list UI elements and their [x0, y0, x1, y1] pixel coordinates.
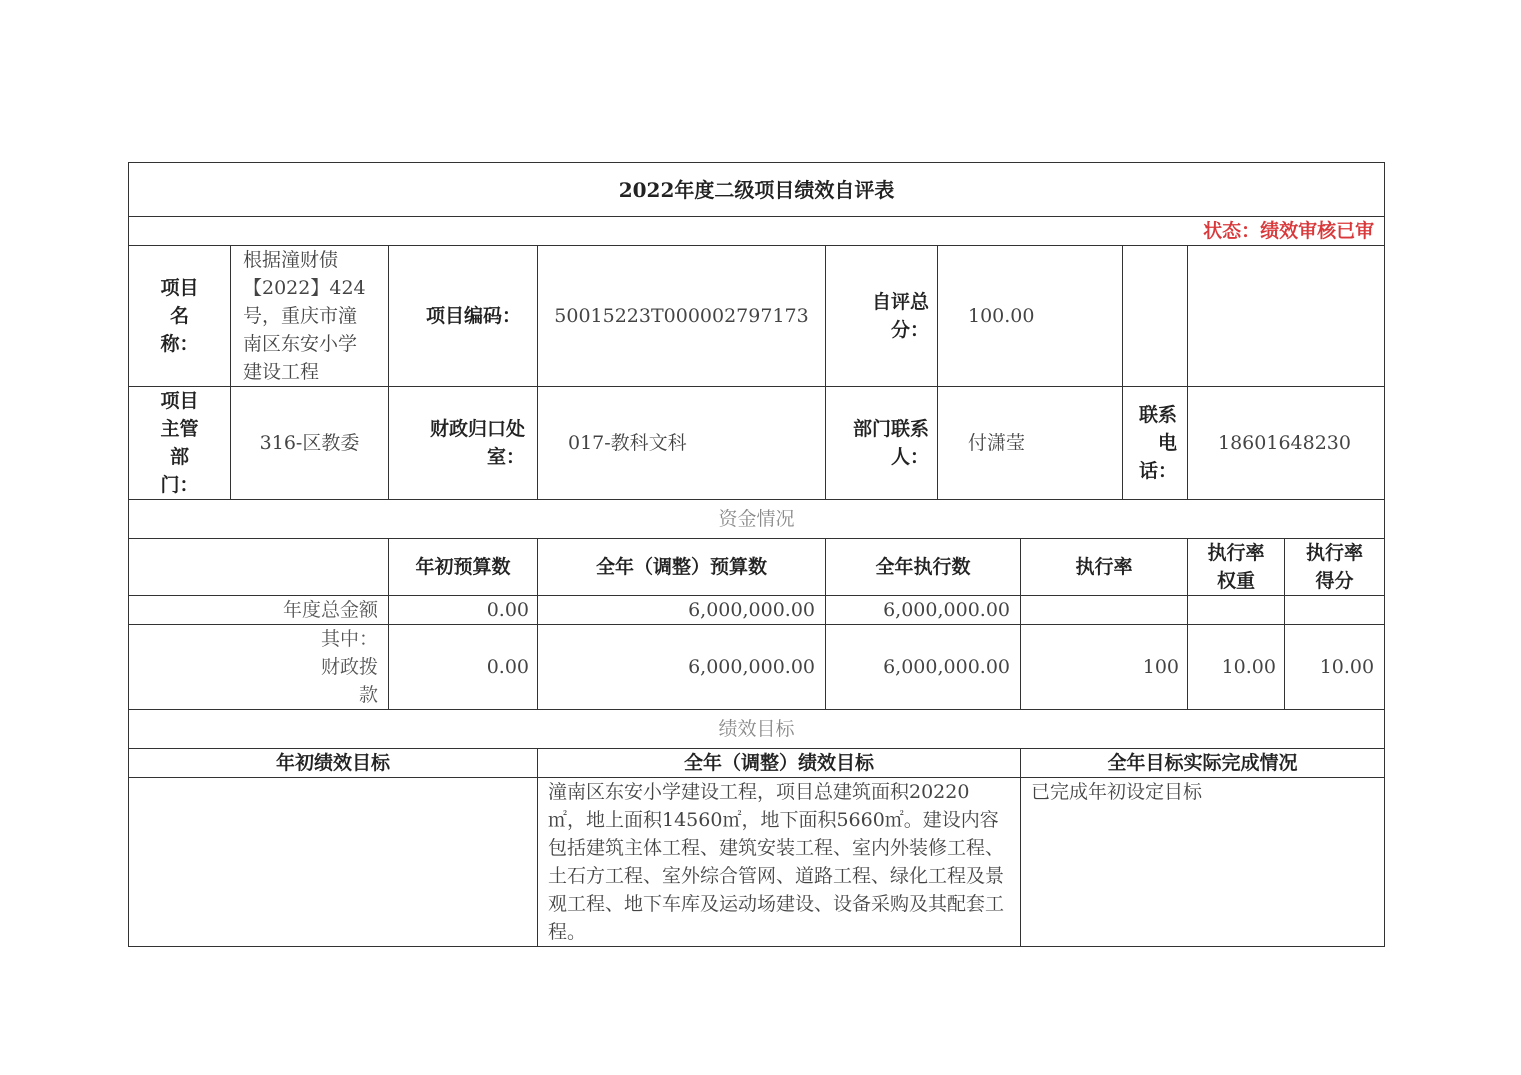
- project-name-label: 项目名称：: [129, 246, 231, 387]
- funds-section-title: 资金情况: [129, 500, 1385, 539]
- score-value: 100.00: [938, 246, 1123, 387]
- dept-value: 316-区教委: [231, 387, 389, 500]
- table-row: [129, 625, 1385, 710]
- project-name-value: 根据潼财债【2022】424号，重庆市潼南区东安小学建设工程: [231, 246, 389, 387]
- row-label: 其中：财政拨款: [129, 625, 389, 710]
- weight-cell: [1188, 596, 1285, 625]
- initial-budget-cell: 0.00: [389, 625, 538, 710]
- adjusted-budget-cell: 6,000,000.00: [538, 625, 826, 710]
- header-executed: 全年执行数: [826, 539, 1021, 596]
- executed-cell: 6,000,000.00: [826, 596, 1021, 625]
- header-adjusted-goal: 全年（调整）绩效目标: [538, 749, 1021, 778]
- empty-header-cell: [129, 539, 389, 596]
- project-code-label: 项目编码：: [389, 246, 538, 387]
- adjusted-budget-cell: 6,000,000.00: [538, 596, 826, 625]
- weight-cell: 10.00: [1188, 625, 1285, 710]
- rate-cell: 100: [1021, 625, 1188, 710]
- initial-budget-cell: 0.00: [389, 596, 538, 625]
- rate-cell: [1021, 596, 1188, 625]
- office-value: 017-教科文科: [538, 387, 826, 500]
- header-execution-rate: 执行率: [1021, 539, 1188, 596]
- header-initial-budget: 年初预算数: [389, 539, 538, 596]
- header-initial-goal: 年初绩效目标: [129, 749, 538, 778]
- score-label: 自评总分：: [826, 246, 938, 387]
- score-cell: 10.00: [1285, 625, 1385, 710]
- header-rate-weight: 执行率权重: [1188, 539, 1285, 596]
- adjusted-goal-text: 潼南区东安小学建设工程，项目总建筑面积20220㎡，地上面积14560㎡，地下面积5660㎡。建设内容包括建筑主体工程、建筑安装工程、室内外装修工程、土石方工程、室外综合管网、道路工程、绿化工程及景观工程、地下车库及运动场建设、设备采购及其配套工程。: [538, 778, 1021, 947]
- empty-cell: [1123, 246, 1188, 387]
- score-cell: [1285, 596, 1385, 625]
- dept-label: 项目主管部门：: [129, 387, 231, 500]
- performance-evaluation-form: [128, 162, 1384, 947]
- header-actual-completion: 全年目标实际完成情况: [1021, 749, 1385, 778]
- empty-cell: [1188, 246, 1385, 387]
- header-rate-score: 执行率得分: [1285, 539, 1385, 596]
- actual-completion-text: 已完成年初设定目标: [1021, 778, 1385, 947]
- form-title: 2022年度二级项目绩效自评表: [129, 163, 1385, 217]
- table-row: [129, 596, 1385, 625]
- contact-value: 付潇莹: [938, 387, 1123, 500]
- initial-goal-text: [129, 778, 538, 947]
- phone-label: 联系电话：: [1123, 387, 1188, 500]
- row-label: 年度总金额: [129, 596, 389, 625]
- contact-label: 部门联系人：: [826, 387, 938, 500]
- office-label: 财政归口处室：: [389, 387, 538, 500]
- executed-cell: 6,000,000.00: [826, 625, 1021, 710]
- goals-section-title: 绩效目标: [129, 710, 1385, 749]
- phone-value: 18601648230: [1188, 387, 1385, 500]
- evaluation-table: [128, 162, 1385, 947]
- header-adjusted-budget: 全年（调整）预算数: [538, 539, 826, 596]
- project-code-value: 50015223T000002797173: [538, 246, 826, 387]
- status-badge: 状态：绩效审核已审: [129, 217, 1385, 246]
